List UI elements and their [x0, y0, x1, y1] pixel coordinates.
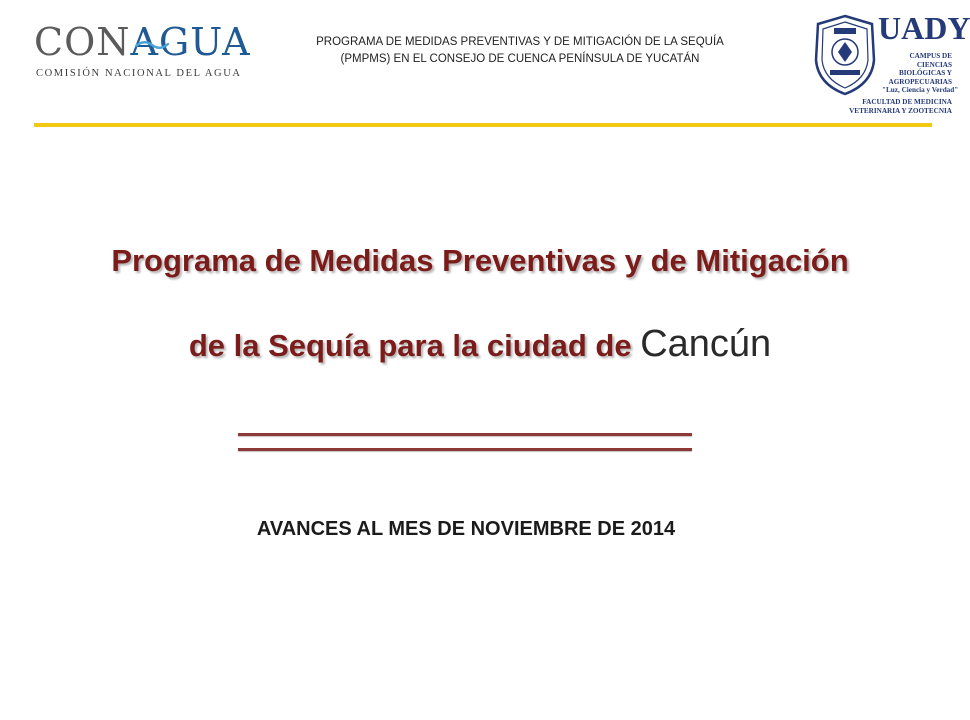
header-program-text	[270, 34, 770, 68]
slide-title-prefix: de la Sequía para la ciudad de	[188, 328, 632, 363]
uady-campus-line: AGROPECUARIAS	[888, 77, 952, 86]
title-divider-top	[238, 433, 692, 436]
uady-faculty-text	[822, 98, 952, 115]
conagua-wordmark-con: CON	[34, 20, 131, 64]
title-divider-bottom	[238, 448, 692, 451]
uady-campus-line: BIOLÓGICAS Y	[898, 69, 952, 78]
uady-name: UADY	[878, 10, 970, 46]
uady-faculty-line: VETERINARIA Y ZOOTECNIA	[849, 106, 952, 115]
uady-campus-line: CAMPUS DE	[909, 52, 952, 60]
header-line-1: PROGRAMA DE MEDIDAS PREVENTIVAS Y DE MITIGACIÓN DE LA SEQUÍA	[316, 36, 724, 48]
conagua-logo	[34, 22, 266, 84]
header-divider	[34, 123, 932, 127]
uady-logo	[812, 10, 970, 122]
conagua-subtitle: COMISIÓN NACIONAL DEL AGUA	[36, 68, 242, 79]
uady-faculty-line: FACULTAD DE MEDICINA	[862, 98, 952, 106]
conagua-wordmark-agua: AGUA	[130, 20, 251, 64]
uady-campus-text	[882, 52, 959, 95]
uady-motto: "Luz, Ciencia y Verdad"	[882, 86, 959, 95]
wave-icon	[134, 37, 194, 51]
uady-campus-line: CIENCIAS	[916, 60, 952, 69]
slide-subtitle: AVANCES AL MES DE NOVIEMBRE DE 2014	[256, 518, 676, 540]
slide-title-city: Cancún	[640, 323, 772, 365]
university-seal-icon	[812, 14, 878, 96]
header-line-2: (PMPMS) EN EL CONSEJO DE CUENCA PENÍNSULA DE YUCATÁN	[340, 53, 700, 65]
slide-title-line-2	[0, 323, 960, 366]
slide-title-line-1: Programa de Medidas Preventivas y de Mitigación	[111, 243, 849, 278]
